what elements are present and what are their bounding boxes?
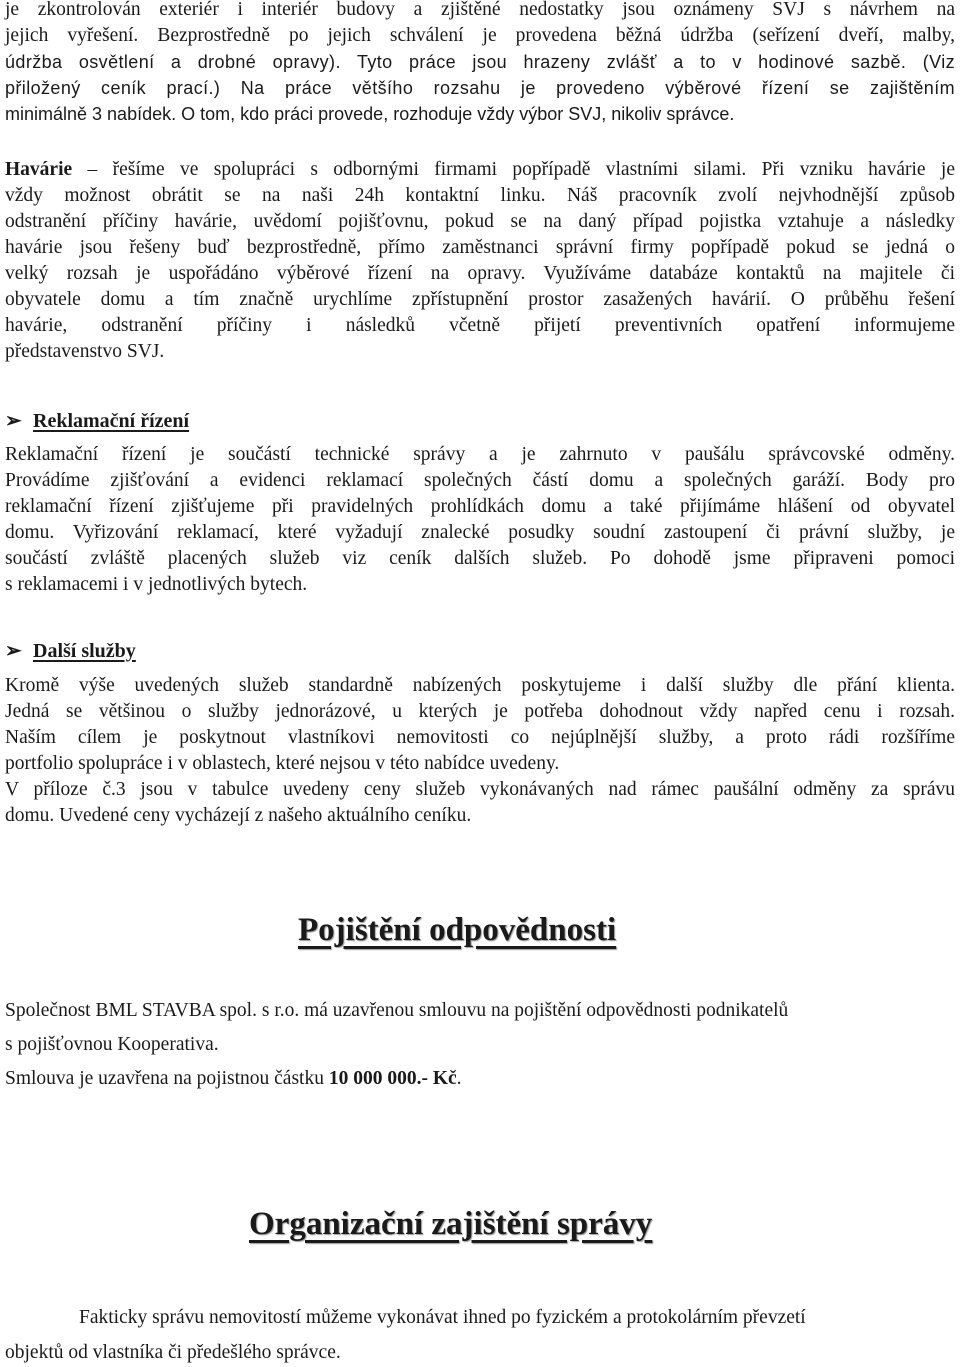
reklamacni-heading	[5, 408, 189, 434]
havarie-line: velký rozsah je uspořádáno výběrové řízení na opravy. Využíváme databáze kontaktů na majitele či	[5, 263, 955, 284]
intro-line: je zkontrolován exteriér i interiér budovy a zjištěné nedostatky jsou oznámeny SVJ s návrhem na	[5, 0, 955, 20]
pojistna-castka: 10 000 000.- Kč	[328, 1068, 457, 1089]
havarie-line: odstranění příčiny havárie, uvědomí pojišťovnu, pokud se na daný případ pojistka vztahuje a následky	[5, 211, 955, 232]
havarie-line: představenstvo SVJ.	[5, 341, 165, 362]
organizacni-line-1: Fakticky správu nemovitostí můžeme vykonávat ihned po fyzickém a protokolárním převzetí	[79, 1307, 806, 1328]
reklamacni-line: domu. Vyřizování reklamací, které vyžadují znalecké posudky soudní zastoupení či právní služby, je	[5, 522, 955, 543]
dalsi-line: portfolio spolupráce i v oblastech, které nejsou v této nabídce uvedeny.	[5, 753, 560, 774]
intro-line: jejich vyřešení. Bezprostředně po jejich schválení je provedena běžná údržba (seřízení dveří, malby,	[5, 25, 955, 46]
intro-paragraph	[5, 0, 955, 127]
dalsi-line: Kromě výše uvedených služeb standardně nabízených poskytujeme i další služby dle přání klienta.	[5, 675, 955, 696]
reklamacni-paragraph	[5, 442, 955, 598]
reklamacni-line: Provádíme zjišťování a evidenci reklamací společných částí domu a společných garáží. Body pro	[5, 470, 955, 491]
havarie-line-text: – řešíme ve spolupráci s odbornými firmami popřípadě vlastními silami. Při vzniku havárie je	[72, 159, 955, 180]
dalsi-sluzby-heading	[5, 638, 136, 664]
pojisteni-line-3-prefix: Smlouva je uzavřena na pojistnou částku	[5, 1068, 329, 1089]
dalsi-sluzby-heading-label: Další služby	[33, 640, 136, 662]
pojisteni-line-1: Společnost BML STAVBA spol. s r.o. má uzavřenou smlouvu na pojištění odpovědnosti podnikatelů	[5, 1000, 789, 1021]
organizacni-title	[249, 1206, 955, 1243]
reklamacni-line: s reklamacemi i v jednotlivých bytech.	[5, 574, 308, 595]
organizacni-title-text: Organizační zajištění správy	[249, 1206, 653, 1242]
reklamacni-line: reklamační řízení zjišťujeme při pravidelných prohlídkách domu a také přijímáme hlášení od obyvatel	[5, 496, 955, 517]
havarie-line: vždy možnost obrátit se na naši 24h kontaktní linku. Náš pracovník zvolí nejvhodnější způsob	[5, 185, 955, 206]
havarie-line: havárie jsou řešeny buď bezprostředně, přímo zaměstnanci správní firmy popřípadě pokud se jedná o	[5, 237, 955, 258]
reklamacni-line: součástí zvláště placených služeb viz ceník dalších služeb. Po dohodě jsme připraveni pomoci	[5, 548, 955, 569]
intro-line: přiložený ceník prací.) Na práce většího rozsahu je provedeno výběrové řízení se zajištěním	[5, 78, 955, 98]
pojisteni-line-2: s pojišťovnou Kooperativa.	[5, 1034, 219, 1055]
havarie-paragraph	[5, 157, 955, 365]
havarie-term: Havárie	[5, 159, 73, 180]
dalsi-line: Naším cílem je poskytnout vlastníkovi nemovitosti co nejúplnější služby, a proto rádi rozšíříme	[5, 727, 955, 748]
dalsi-line: V příloze č.3 jsou v tabulce uvedeny ceny služeb vykonávaných nad rámec paušální odměny za správu	[5, 779, 955, 800]
pojisteni-title: Pojištění odpovědnosti	[298, 912, 617, 948]
reklamacni-heading-label: Reklamační řízení	[33, 410, 190, 432]
havarie-line: obyvatele domu a tím značně urychlíme zpřístupnění prostor zasažených havárií. O průběhu řešení	[5, 289, 955, 310]
organizacni-line-2: objektů od vlastníka či předešlého správce.	[5, 1342, 341, 1363]
intro-line: minimálně 3 nabídek. O tom, kdo práci provede, rozhoduje vždy výbor SVJ, nikoliv správce.	[5, 104, 735, 124]
havarie-line	[5, 157, 955, 183]
arrow-bullet-icon: ➢	[5, 640, 22, 662]
dalsi-sluzby-paragraph	[5, 673, 955, 829]
arrow-bullet-icon: ➢	[5, 410, 22, 432]
pojisteni-line-3	[5, 1066, 462, 1092]
intro-line: údržba osvětlení a drobné opravy). Tyto práce jsou hrazeny zvlášť a to v hodinové sazbě. (Viz	[5, 52, 955, 72]
havarie-line: havárie, odstranění příčiny i následků včetně přijetí preventivních opatření informujeme	[5, 315, 955, 336]
reklamacni-line: Reklamační řízení je součástí technické správy a je zahrnuto v paušálu správcovské odměny.	[5, 444, 955, 465]
dalsi-line: domu. Uvedené ceny vycházejí z našeho aktuálního ceníku.	[5, 805, 472, 826]
pojisteni-line-3-suffix: .	[456, 1068, 462, 1089]
dalsi-line: Jedná se většinou o služby jednorázové, u kterých je potřeba dohodnout vždy napřed cenu i rozsah.	[5, 701, 955, 722]
